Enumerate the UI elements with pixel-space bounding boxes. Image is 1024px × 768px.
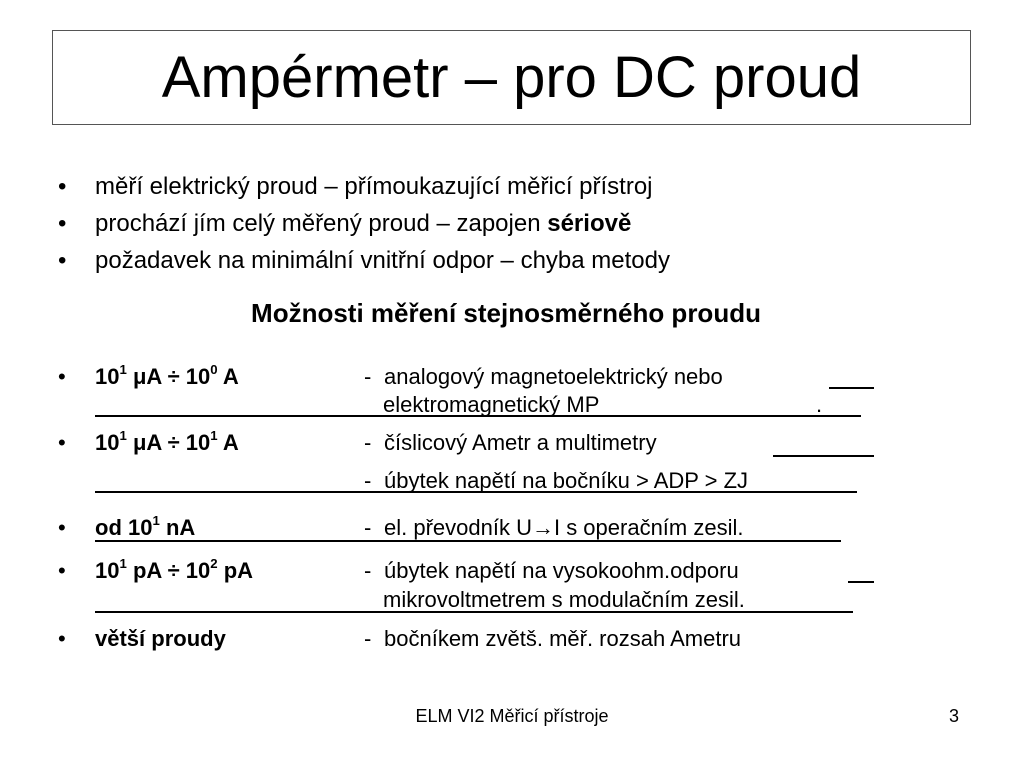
range-exp: 1 — [119, 428, 127, 444]
intro-bold: sériově — [547, 210, 632, 237]
title-box — [52, 30, 971, 125]
page-number: 3 — [949, 706, 960, 726]
underline-rule — [829, 387, 874, 389]
range-desc-tail: . — [816, 392, 823, 417]
range-base: 10 — [185, 430, 211, 455]
dash: - — [364, 468, 372, 493]
range-label — [95, 513, 195, 543]
range-unit: A — [217, 430, 239, 455]
intro-item — [58, 242, 958, 279]
intro-text: měří elektrický proud – přímoukazující měřicí přístroj — [95, 173, 653, 200]
dash: - — [364, 515, 372, 540]
underline-rule — [95, 491, 857, 493]
intro-text-part: prochází jím celý měřený proud – zapojen — [95, 210, 548, 237]
intro-text: požadavek na minimální vnitřní odpor – chyba metody — [95, 247, 670, 274]
range-exp: 1 — [119, 362, 127, 378]
range-row — [58, 513, 958, 543]
range-base: 10 — [95, 364, 120, 389]
range-base: 10 — [95, 430, 120, 455]
range-desc-cont: elektromagnetický MP — [383, 392, 600, 417]
dash: - — [364, 626, 372, 651]
range-base: 10 — [128, 515, 153, 540]
underline-rule — [95, 540, 841, 542]
range-desc-part: I s operačním zesil. — [553, 515, 744, 540]
bullet-icon: • — [58, 626, 66, 651]
range-base: 10 — [95, 558, 120, 583]
dash: - — [364, 558, 372, 583]
range-label: větší proudy — [95, 626, 226, 651]
range-label — [95, 556, 253, 586]
bullet-icon: • — [58, 247, 67, 274]
intro-text — [95, 205, 631, 242]
range-desc: analogový magnetoelektrický nebo — [384, 364, 723, 389]
range-pre: od — [95, 515, 128, 540]
bullet-icon: • — [58, 430, 66, 455]
range-mid: pA ÷ — [126, 558, 186, 583]
slide-title: Ampérmetr – pro DC proud — [161, 44, 862, 110]
range-exp: 0 — [210, 362, 218, 378]
range-row — [58, 362, 958, 392]
range-base: 10 — [185, 364, 211, 389]
range-desc-cont: mikrovoltmetrem s modulačním zesil. — [383, 587, 745, 612]
range-mid: μA ÷ — [126, 364, 186, 389]
dash: - — [364, 430, 372, 455]
range-desc-part: el. převodník U — [384, 515, 532, 540]
range-exp: 1 — [210, 428, 218, 444]
range-exp: 2 — [210, 556, 218, 572]
section-subtitle: Možnosti měření stejnosměrného proudu — [251, 298, 761, 328]
bullet-icon: • — [58, 210, 67, 237]
footer-text: ELM VI2 Měřicí přístroje — [415, 706, 609, 726]
intro-item — [58, 205, 958, 242]
underline-rule — [848, 581, 874, 583]
range-exp: 1 — [119, 556, 127, 572]
range-unit: nA — [159, 515, 196, 540]
dash: - — [364, 364, 372, 389]
range-base: 10 — [185, 558, 211, 583]
intro-item — [58, 168, 958, 205]
range-label — [95, 428, 239, 458]
arrow-right-icon: → — [531, 515, 554, 540]
range-mid: μA ÷ — [126, 430, 186, 455]
underline-rule — [773, 455, 874, 457]
range-desc: úbytek napětí na vysokoohm.odporu — [384, 558, 739, 583]
range-desc: bočníkem zvětš. měř. rozsah Ametru — [384, 626, 742, 651]
intro-list — [58, 168, 958, 279]
range-unit: A — [217, 364, 239, 389]
bullet-icon: • — [58, 558, 66, 583]
range-row — [58, 556, 958, 586]
bullet-icon: • — [58, 364, 66, 389]
range-exp: 1 — [152, 513, 160, 529]
range-desc-cont: úbytek napětí na bočníku > ADP > ZJ — [384, 468, 749, 493]
bullet-icon: • — [58, 173, 67, 200]
range-row — [58, 624, 958, 654]
underline-rule — [95, 415, 861, 417]
range-row — [58, 428, 958, 458]
underline-rule — [95, 611, 853, 613]
range-unit: pA — [217, 558, 254, 583]
range-desc: číslicový Ametr a multimetry — [384, 430, 657, 455]
range-label — [95, 362, 239, 392]
bullet-icon: • — [58, 515, 66, 540]
range-desc — [384, 513, 743, 543]
